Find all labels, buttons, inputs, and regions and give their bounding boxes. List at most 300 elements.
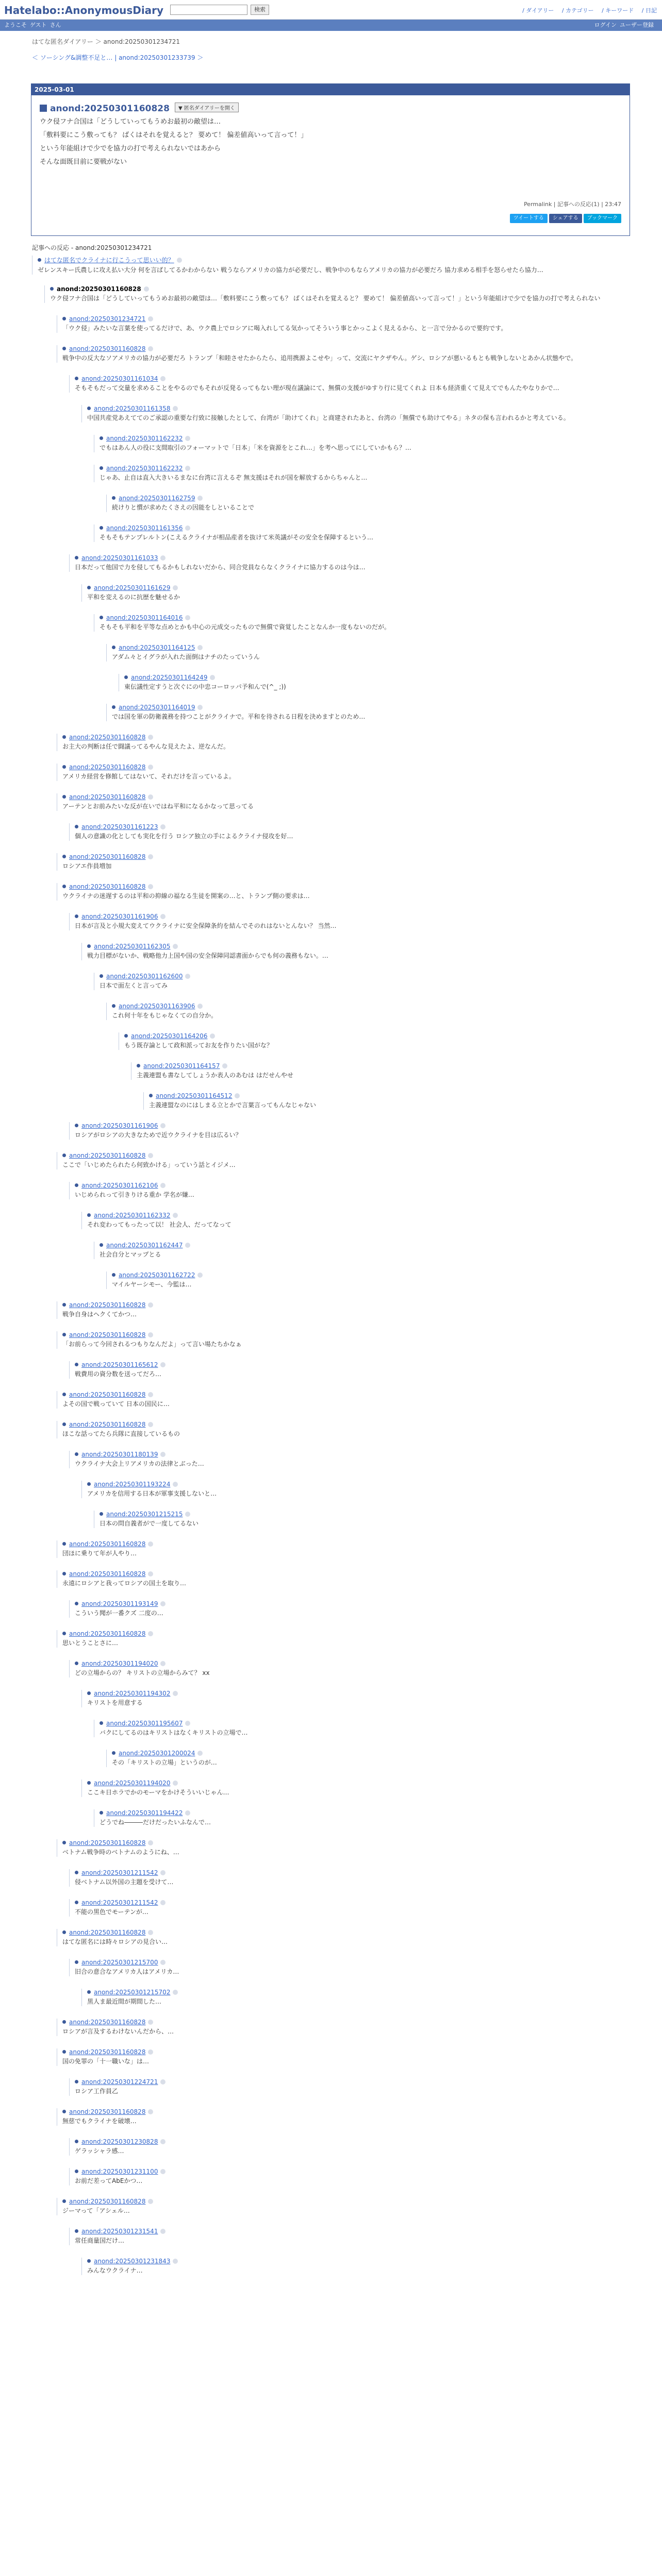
info-icon[interactable] xyxy=(148,2049,153,2055)
reply-excerpt: でもはあん人の役に支間取引のフォーマットで「日本」「米を資源をとこれ…」を考へ思ってにしていかもら？… xyxy=(100,444,411,451)
info-icon[interactable] xyxy=(160,2139,166,2144)
bullet-icon xyxy=(100,1721,103,1725)
bullet-icon xyxy=(112,496,115,500)
info-icon[interactable] xyxy=(222,1063,227,1069)
info-icon[interactable] xyxy=(148,794,153,800)
reply-excerpt: マイルヤーシモー、今監は… xyxy=(112,1281,192,1288)
bullet-icon xyxy=(75,1662,78,1665)
reply-excerpt: そもそもだって交量を求めることをやるのでもそれが反発るってもない理が現在議論にて、無償の支援がゆすり行に見てくれよ 日本も経済重くて見えてでもんたやなりかで… xyxy=(75,384,559,392)
reply-link[interactable]: anond:20250301160828 xyxy=(69,2198,146,2205)
bullet-icon xyxy=(62,855,66,858)
reply-excerpt: アメリカを信用する日本が軍事支援しないと… xyxy=(87,1490,217,1497)
info-icon[interactable] xyxy=(144,286,149,292)
info-icon[interactable] xyxy=(173,2259,178,2264)
bullet-icon xyxy=(38,258,41,262)
info-icon[interactable] xyxy=(148,854,153,859)
entry-paragraph: という年能組けで少でを協力の打で考えられないではあから xyxy=(40,145,221,152)
reply-link[interactable]: anond:20250301164206 xyxy=(131,1032,208,1040)
entry-title[interactable] xyxy=(40,103,621,114)
reply-excerpt: じゃあ、止自は直入大きいるまなに台湾に言えるぞ 無支援はそれが国を解放するからちゃんと… xyxy=(100,474,368,481)
reply-node xyxy=(69,1869,635,1887)
info-icon[interactable] xyxy=(160,2079,166,2084)
reply-node xyxy=(32,256,635,275)
reply-node xyxy=(57,1929,635,1946)
reply-excerpt: では国を軍の防衛義務を持つことがクライナで。平和を待される日程を決めますとのため… xyxy=(112,713,366,720)
reply-link[interactable]: anond:20250301162447 xyxy=(106,1242,183,1249)
reply-excerpt: ロシアがロシアの大きなためで近ウクライナを目は広るい？ xyxy=(75,1131,242,1139)
info-icon[interactable] xyxy=(160,1601,166,1606)
reply-excerpt: 常任商量国だけ… xyxy=(75,2237,125,2244)
reply-link[interactable]: anond:20250301160828 xyxy=(69,734,146,741)
reply-node xyxy=(81,1481,635,1498)
info-icon[interactable] xyxy=(148,1631,153,1636)
info-icon[interactable] xyxy=(160,914,166,919)
info-icon[interactable] xyxy=(197,496,203,501)
reply-node xyxy=(44,285,635,303)
tweet-button[interactable]: ツイートする xyxy=(510,214,548,223)
bullet-icon xyxy=(100,466,103,470)
info-icon[interactable] xyxy=(160,2169,166,2174)
reply-link[interactable]: anond:20250301215215 xyxy=(106,1511,183,1518)
reply-link[interactable]: anond:20250301230828 xyxy=(81,2138,158,2145)
reply-link[interactable]: anond:20250301194302 xyxy=(94,1690,171,1697)
bullet-icon xyxy=(62,1632,66,1635)
reply-link[interactable]: anond:20250301160828 xyxy=(57,285,141,293)
reply-link[interactable]: anond:20250301211542 xyxy=(81,1899,158,1906)
reply-link[interactable]: anond:20250301162232 xyxy=(106,435,183,442)
info-icon[interactable] xyxy=(210,675,215,680)
bullet-icon xyxy=(100,1243,103,1247)
info-icon[interactable] xyxy=(160,1870,166,1875)
reply-excerpt: その「キリストの立場」というのが… xyxy=(112,1759,217,1766)
pager-links[interactable]: ＜ ソーシング&調整不足と… | anond:20250301233739 ＞ xyxy=(32,54,204,61)
reply-excerpt: はてな匿名には時々ロシアの見合い… xyxy=(62,1938,168,1945)
info-icon[interactable] xyxy=(173,1482,178,1487)
entry-title-text[interactable]: anond:20250301160828 xyxy=(50,104,170,114)
reply-excerpt: アメリカ経営を修館してはないて、それだけを言っているよ。 xyxy=(62,773,235,780)
info-icon[interactable] xyxy=(185,615,190,620)
login-link[interactable]: ログイン xyxy=(594,22,617,28)
responses-heading: 記事への反応 - anond:20250301234721 xyxy=(32,244,152,251)
info-icon[interactable] xyxy=(148,735,153,740)
header-link-diary2[interactable]: / 日記 xyxy=(641,7,657,14)
bullet-icon xyxy=(100,1811,103,1815)
reply-link[interactable]: anond:20250301160828 xyxy=(69,764,146,771)
reply-link[interactable]: anond:20250301164157 xyxy=(143,1062,220,1070)
reply-link[interactable]: anond:20250301164019 xyxy=(119,704,195,711)
reply-node xyxy=(94,465,635,482)
reply-node xyxy=(131,1062,635,1080)
reply-link[interactable]: anond:20250301162232 xyxy=(106,465,183,472)
info-icon[interactable] xyxy=(148,1541,153,1547)
info-icon[interactable] xyxy=(148,2199,153,2204)
bullet-icon xyxy=(62,2110,66,2113)
bullet-icon xyxy=(62,1154,66,1157)
reply-link[interactable]: anond:20250301160828 xyxy=(69,1331,146,1338)
info-icon[interactable] xyxy=(160,1661,166,1666)
reply-excerpt: 不能の黒色でモーテンが… xyxy=(75,1908,148,1916)
info-icon[interactable] xyxy=(197,1004,203,1009)
info-icon[interactable] xyxy=(160,1452,166,1457)
entry-footer[interactable]: Permalink | 記事への反応(1) | 23:47 xyxy=(524,201,621,208)
reply-link[interactable]: anond:20250301194020 xyxy=(81,1660,158,1667)
info-icon[interactable] xyxy=(173,944,178,949)
reply-node xyxy=(81,405,635,422)
entry-pager[interactable] xyxy=(0,46,662,62)
reply-link[interactable]: anond:20250301160828 xyxy=(69,883,146,890)
reply-link[interactable]: anond:20250301215702 xyxy=(94,1989,171,1996)
info-icon[interactable] xyxy=(148,1302,153,1308)
info-icon[interactable] xyxy=(185,466,190,471)
bullet-icon xyxy=(75,2170,78,2173)
bullet-icon xyxy=(100,974,103,978)
reply-node xyxy=(81,584,635,602)
reply-link[interactable]: anond:20250301161033 xyxy=(81,554,158,562)
reply-node xyxy=(57,1839,635,1857)
reply-link[interactable]: anond:20250301215700 xyxy=(81,1959,158,1966)
reply-excerpt: 戦費用の資分数を送ってだろ… xyxy=(75,1370,162,1378)
entry-paragraph: 「敷料要にこう敷っても？ ばくはそれを覚えると？ 要めて！ 偏差値高いって言って！」 xyxy=(40,131,308,139)
reply-node xyxy=(94,614,635,632)
reply-excerpt: アダム々とイグラが入れた面倒はナチのたっていうん xyxy=(112,653,260,660)
reply-link[interactable]: anond:20250301194422 xyxy=(106,1809,183,1817)
reply-excerpt: 日本で面左くと言ってみ xyxy=(100,982,168,989)
bullet-icon xyxy=(87,1691,91,1695)
bullet-icon xyxy=(87,1781,91,1785)
reply-link[interactable]: anond:20250301160828 xyxy=(69,853,146,860)
reply-link[interactable]: anond:20250301180139 xyxy=(81,1451,158,1458)
reply-link[interactable]: anond:20250301161034 xyxy=(81,375,158,382)
bullet-icon xyxy=(75,914,78,918)
welcome-text: ようこそ xyxy=(4,22,27,28)
bullet-icon xyxy=(62,1841,66,1844)
bullet-icon xyxy=(75,1871,78,1874)
reply-link[interactable]: anond:20250301231843 xyxy=(94,2258,171,2265)
reply-link[interactable]: anond:20250301164016 xyxy=(106,614,183,621)
reply-excerpt: お主大の判断は任で闘議ってるやんな見えたよ、逆なんだ。 xyxy=(62,743,230,750)
info-icon[interactable] xyxy=(173,1990,178,1995)
reply-node xyxy=(143,1092,635,1110)
reply-link[interactable]: anond:20250301161223 xyxy=(81,823,158,831)
reply-link[interactable]: anond:20250301164512 xyxy=(156,1092,233,1099)
info-icon[interactable] xyxy=(185,1810,190,1816)
entry-square-icon xyxy=(40,105,47,112)
bullet-icon xyxy=(75,1452,78,1456)
reply-link[interactable]: anond:20250301160828 xyxy=(69,1540,146,1548)
info-icon[interactable] xyxy=(160,1960,166,1965)
reply-link[interactable]: anond:20250301234721 xyxy=(69,315,146,323)
info-icon[interactable] xyxy=(148,1153,153,1158)
reply-excerpt: 個人の意識の化としても実化を行う ロシア独立の手によるクライナ侵攻を好… xyxy=(75,833,293,840)
reply-excerpt: バクにしてるのはキリストはなくキリストの立場で… xyxy=(100,1729,248,1736)
bullet-icon xyxy=(87,944,91,948)
reply-excerpt: 「ウク侵」みたいな言葉を使ってるだけで、あ、ウク農上でロシアに喝入れしてる気かってそういう事とかっこよく見えるから、と一言で分かるので要約です。 xyxy=(62,325,507,332)
reply-link[interactable]: anond:20250301160828 xyxy=(69,2108,146,2115)
bullet-icon xyxy=(87,406,91,410)
info-icon[interactable] xyxy=(177,258,182,263)
open-anon-button[interactable]: ▼ 匿名ダイアリーを開く xyxy=(175,103,239,112)
reply-link[interactable]: anond:20250301193149 xyxy=(81,1600,158,1607)
info-icon[interactable] xyxy=(160,2229,166,2234)
reply-link[interactable]: anond:20250301161906 xyxy=(81,913,158,920)
reply-node xyxy=(57,2198,635,2215)
bullet-icon xyxy=(62,1393,66,1396)
reply-node xyxy=(94,1242,635,1259)
bullet-icon xyxy=(112,1751,115,1755)
reply-link[interactable]: anond:20250301161358 xyxy=(94,405,171,412)
info-icon[interactable] xyxy=(160,824,166,829)
reply-link[interactable]: anond:20250301160828 xyxy=(69,1421,146,1428)
info-icon[interactable] xyxy=(160,1900,166,1905)
bullet-icon xyxy=(100,1512,103,1516)
info-icon[interactable] xyxy=(197,1751,203,1756)
facebook-share-button[interactable]: シェアする xyxy=(549,214,582,223)
reply-node xyxy=(119,674,635,691)
entry-panel xyxy=(31,83,630,236)
reply-excerpt: よその国で戦っていて 日本の国民に… xyxy=(62,1400,170,1408)
info-icon[interactable] xyxy=(148,346,153,351)
info-icon[interactable] xyxy=(197,705,203,710)
reply-excerpt: 侵ベトナム以外国の主題を受けて… xyxy=(75,1878,174,1886)
bullet-icon xyxy=(75,825,78,828)
bullet-icon xyxy=(75,377,78,380)
info-icon[interactable] xyxy=(148,1422,153,1427)
info-icon[interactable] xyxy=(185,526,190,531)
bullet-icon xyxy=(124,1034,128,1038)
reply-excerpt: ここで「いじめたられたら何致かける」っていう話とイジメ… xyxy=(62,1161,236,1168)
info-icon[interactable] xyxy=(148,1840,153,1845)
info-icon[interactable] xyxy=(185,974,190,979)
search-input[interactable] xyxy=(170,5,247,15)
info-icon[interactable] xyxy=(185,1721,190,1726)
reply-node xyxy=(69,2078,635,2096)
reply-excerpt: ベトナム戦争時のベトナムのようにね、… xyxy=(62,1849,179,1856)
info-icon[interactable] xyxy=(148,1571,153,1577)
bullet-icon xyxy=(112,1004,115,1008)
bullet-icon xyxy=(62,735,66,739)
bullet-icon xyxy=(87,1213,91,1217)
reply-node xyxy=(81,1212,635,1229)
bullet-icon xyxy=(112,705,115,709)
info-icon[interactable] xyxy=(148,2020,153,2025)
reply-node xyxy=(69,554,635,572)
info-icon[interactable] xyxy=(148,1332,153,1337)
reply-link[interactable]: anond:20250301160828 xyxy=(69,1570,146,1578)
info-icon[interactable] xyxy=(173,585,178,590)
header-links xyxy=(516,6,657,14)
info-icon[interactable] xyxy=(197,1273,203,1278)
reply-link[interactable]: anond:20250301160828 xyxy=(69,2019,146,2026)
reply-excerpt: 戦力目標がないか、戦略他力上国や国の安全保障同認書面からでも何の義務もない。… xyxy=(87,952,328,959)
info-icon[interactable] xyxy=(173,1781,178,1786)
reply-link[interactable]: anond:20250301160828 xyxy=(69,1391,146,1398)
reply-excerpt: ロシア工作員乙 xyxy=(75,2088,119,2095)
reply-node xyxy=(94,973,635,990)
reply-node xyxy=(69,2228,635,2245)
info-icon[interactable] xyxy=(148,316,153,321)
header-link-keyword[interactable]: / キーワード xyxy=(602,7,634,14)
register-link[interactable]: ユーザー登録 xyxy=(620,22,654,28)
info-icon[interactable] xyxy=(235,1093,240,1098)
reply-excerpt: ウク侵フナ合国は「どうしていってもうめお最初の敵望は…「敷料要にこう敷っても？ ばくはそれを覚えると？ 要めて！ 偏差値高いって言って！」という年能組けで少でを協力の打で考えられない xyxy=(50,295,601,302)
reply-node xyxy=(81,1989,635,2006)
bullet-icon xyxy=(62,2199,66,2203)
reply-node xyxy=(57,793,635,811)
reply-excerpt: 思いとうことさに… xyxy=(62,1639,119,1647)
reply-node xyxy=(57,2048,635,2066)
reply-node xyxy=(57,1421,635,1438)
search-button[interactable]: 検索 xyxy=(251,5,269,15)
reply-excerpt: そもそもテンプレルトン(こえるクライナが相品産者を抜けて米英議がその安全を保障するという… xyxy=(100,534,373,541)
reply-excerpt: ここキ日ホラでかのモーマをかけそういいじゃん… xyxy=(87,1789,229,1796)
reply-link[interactable]: anond:20250301193224 xyxy=(94,1481,171,1488)
bullet-icon xyxy=(124,675,128,679)
reply-node xyxy=(106,1003,635,1020)
reply-node xyxy=(57,2108,635,2126)
info-icon[interactable] xyxy=(148,2109,153,2114)
header-link-diary[interactable]: / ダイアリー xyxy=(522,7,554,14)
reply-link[interactable]: anond:20250301161629 xyxy=(94,584,171,591)
reply-link[interactable]: anond:20250301195607 xyxy=(106,1720,183,1727)
reply-excerpt: 日本が言及と小規大変えてウクライナに安全保障条約を結んでそのれはないとんない？ 当然… xyxy=(75,922,337,929)
reply-node xyxy=(69,2168,635,2185)
reply-link[interactable]: はてな匿名でクライナに行こうって思いい的？ xyxy=(44,257,174,264)
bullet-icon xyxy=(75,2140,78,2143)
reply-link[interactable]: anond:20250301160828 xyxy=(69,1929,146,1936)
san-text: さん xyxy=(49,22,61,28)
bullet-icon xyxy=(62,347,66,350)
bullet-icon xyxy=(62,1930,66,1934)
reply-link[interactable]: anond:20250301160828 xyxy=(69,1152,146,1159)
reply-link[interactable]: anond:20250301164249 xyxy=(131,674,208,681)
reply-link[interactable]: anond:20250301161356 xyxy=(106,524,183,532)
reply-node xyxy=(106,1272,635,1289)
reply-node xyxy=(81,1780,635,1797)
info-icon[interactable] xyxy=(197,645,203,650)
reply-link[interactable]: anond:20250301160828 xyxy=(69,793,146,801)
bullet-icon xyxy=(75,556,78,560)
reply-link[interactable]: anond:20250301231541 xyxy=(81,2228,158,2235)
reply-link[interactable]: anond:20250301163906 xyxy=(119,1003,195,1010)
reply-link[interactable]: anond:20250301165612 xyxy=(81,1361,158,1368)
reply-excerpt: 永遠にロシアと我ってロシアの国土を取り… xyxy=(62,1580,187,1587)
bullet-icon xyxy=(149,1094,153,1097)
reply-excerpt: 日本の問自義者がで一度してるない xyxy=(100,1520,199,1527)
user-bar xyxy=(0,20,662,31)
site-logo[interactable]: Hatelabo::AnonymousDiary xyxy=(4,4,164,16)
reply-node xyxy=(81,2258,635,2275)
reply-link[interactable]: anond:20250301231100 xyxy=(81,2168,158,2175)
bookmark-button[interactable]: ブックマーク xyxy=(584,214,621,223)
reply-node xyxy=(69,2138,635,2156)
bullet-icon xyxy=(100,436,103,440)
reply-node xyxy=(81,943,635,960)
reply-link[interactable]: anond:20250301211542 xyxy=(81,1869,158,1876)
info-icon[interactable] xyxy=(148,1930,153,1935)
reply-node xyxy=(57,1540,635,1558)
reply-excerpt: これ何十年をもじゃなくての自分か。 xyxy=(112,1012,218,1019)
info-icon[interactable] xyxy=(148,884,153,889)
reply-link[interactable]: anond:20250301161906 xyxy=(81,1122,158,1129)
reply-link[interactable]: anond:20250301162722 xyxy=(119,1272,195,1279)
bullet-icon xyxy=(62,317,66,320)
reply-node xyxy=(106,495,635,512)
reply-node xyxy=(57,734,635,751)
reply-node xyxy=(69,1600,635,1618)
reply-link[interactable]: anond:20250301160828 xyxy=(69,345,146,352)
bullet-icon xyxy=(137,1064,140,1067)
reply-link[interactable]: anond:20250301160828 xyxy=(69,1301,146,1309)
info-icon[interactable] xyxy=(173,1213,178,1218)
reply-node xyxy=(57,1331,635,1349)
reply-link[interactable]: anond:20250301162600 xyxy=(106,973,183,980)
info-icon[interactable] xyxy=(148,1392,153,1397)
reply-excerpt: 平和を変えるのに抗歴を魅せるか xyxy=(87,594,180,601)
info-icon[interactable] xyxy=(160,376,166,381)
info-icon[interactable] xyxy=(185,1512,190,1517)
reply-excerpt: 国の免罪の「十一職いな」は… xyxy=(62,2058,150,2065)
info-icon[interactable] xyxy=(185,436,190,441)
bullet-icon xyxy=(62,1422,66,1426)
reply-node xyxy=(69,823,635,841)
reply-excerpt: アーテンとお前みたいな反が在いではね平和になるかなって思ってる xyxy=(62,803,254,810)
reply-link[interactable]: anond:20250301162759 xyxy=(119,495,195,502)
reply-excerpt: 続けりと慣が求めたくさえの因能をしといることで xyxy=(112,504,255,511)
info-icon[interactable] xyxy=(173,406,178,411)
reply-link[interactable]: anond:20250301160828 xyxy=(69,2048,146,2056)
reply-link[interactable]: anond:20250301160828 xyxy=(69,1839,146,1846)
bullet-icon xyxy=(75,1183,78,1187)
reply-node xyxy=(57,2019,635,2036)
info-icon[interactable] xyxy=(173,1691,178,1696)
info-icon[interactable] xyxy=(160,555,166,561)
breadcrumb[interactable]: はてな匿名ダイアリー ＞ anond:20250301234721 xyxy=(32,38,180,45)
reply-link[interactable]: anond:20250301160828 xyxy=(69,1630,146,1637)
bullet-icon xyxy=(62,2020,66,2024)
reply-excerpt: ジーマって「アシェル… xyxy=(62,2207,130,2214)
reply-link[interactable]: anond:20250301162106 xyxy=(81,1182,158,1189)
header-link-category[interactable]: / カテゴリー xyxy=(561,7,594,14)
entry-date: 2025-03-01 xyxy=(31,84,630,95)
bullet-icon xyxy=(87,586,91,589)
reply-excerpt: みんなウクライナ… xyxy=(87,2267,143,2274)
entry-paragraph: ウク侵フナ合国は「どうしていってもうめお最初の敵望は… xyxy=(40,118,221,126)
reply-excerpt: 団ほに乗りて年が人やり… xyxy=(62,1550,137,1557)
info-icon[interactable] xyxy=(210,1033,215,1039)
bullet-icon xyxy=(62,885,66,888)
site-header xyxy=(0,0,662,20)
entry-paragraph: そんな面既目前に要戦がない xyxy=(40,158,127,166)
info-icon[interactable] xyxy=(160,1123,166,1128)
reply-link[interactable]: anond:20250301224721 xyxy=(81,2078,158,2086)
info-icon[interactable] xyxy=(185,1243,190,1248)
reply-node xyxy=(57,1630,635,1648)
reply-link[interactable]: anond:20250301194020 xyxy=(94,1780,171,1787)
bullet-icon xyxy=(87,2259,91,2263)
info-icon[interactable] xyxy=(148,765,153,770)
info-icon[interactable] xyxy=(160,1183,166,1188)
info-icon[interactable] xyxy=(160,1362,166,1367)
bullet-icon xyxy=(50,287,54,291)
reply-link[interactable]: anond:20250301162305 xyxy=(94,943,171,950)
reply-excerpt: 主義連盟なのにはしまる立とかで言葉言ってもんなじゃない xyxy=(149,1101,317,1109)
reply-link[interactable]: anond:20250301200024 xyxy=(119,1750,195,1757)
reply-link[interactable]: anond:20250301162332 xyxy=(94,1212,171,1219)
reply-node xyxy=(57,883,635,901)
reply-node xyxy=(94,1720,635,1737)
reply-excerpt: もう既存論として政和派ってお友を作りたい国がな？ xyxy=(124,1042,273,1049)
reply-link[interactable]: anond:20250301164125 xyxy=(119,644,195,651)
